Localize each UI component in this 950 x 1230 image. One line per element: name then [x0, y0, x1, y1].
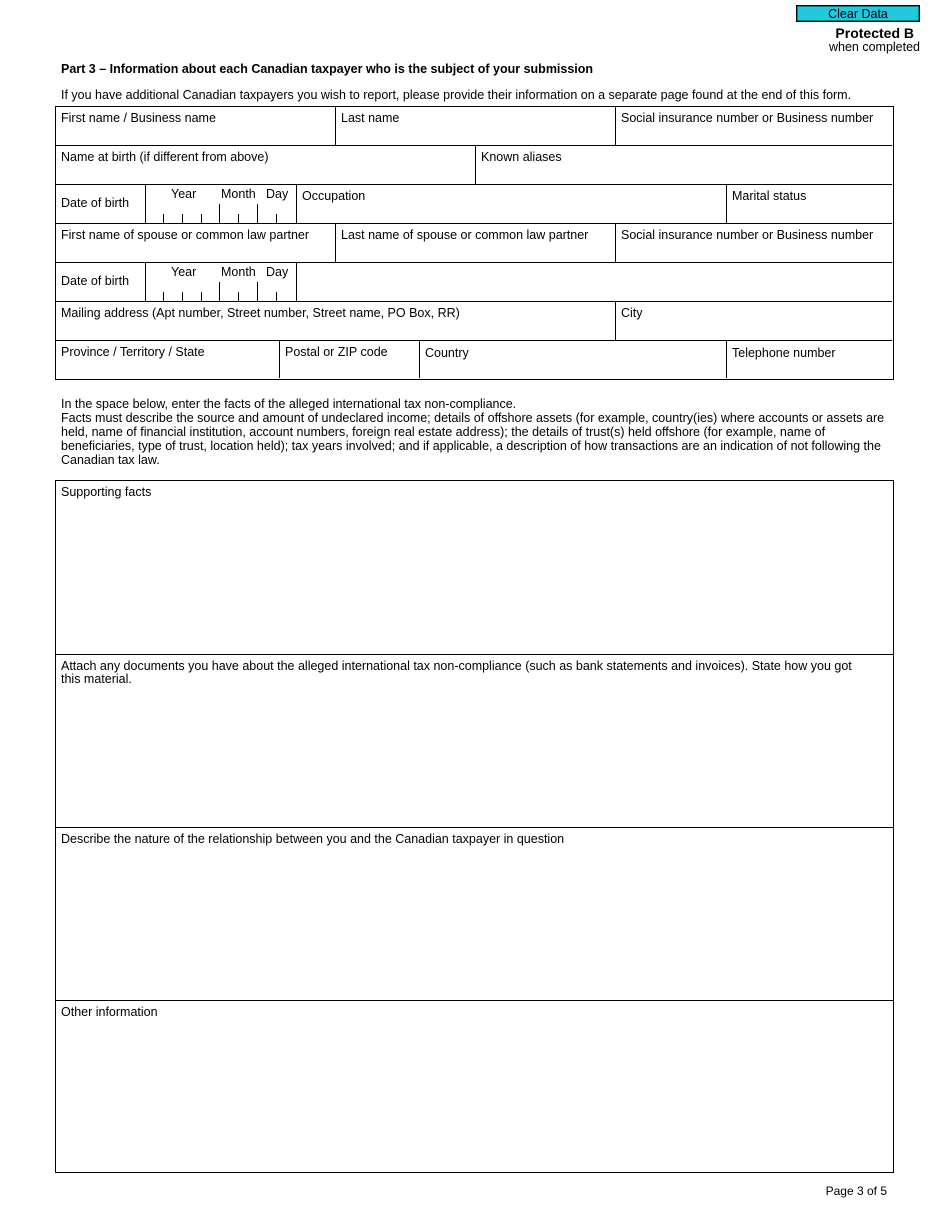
month-label: Month [221, 265, 256, 279]
telephone-field[interactable] [727, 341, 892, 378]
dob-tick [276, 214, 277, 223]
date-of-birth-cell [56, 185, 146, 224]
year-label: Year [171, 187, 197, 201]
name-at-birth-field[interactable] [56, 146, 476, 185]
spouse-sin-field[interactable] [616, 224, 892, 263]
dob-tick [201, 214, 202, 223]
spouse-date-of-birth-label: Date of birth [61, 274, 130, 288]
spouse-first-name-field[interactable] [56, 224, 336, 263]
attach-documents-label: Attach any documents you have about the alleged international tax non-compliance (such as bank statements and invoices). State how you got this material. [61, 659, 852, 686]
known-aliases-field[interactable] [476, 146, 892, 185]
dob-tick [219, 204, 220, 223]
other-information-field[interactable] [56, 1001, 893, 1171]
day-label: Day [266, 265, 289, 279]
known-aliases-label: Known aliases [481, 150, 562, 164]
dob-tick [257, 204, 258, 223]
country-label: Country [425, 346, 469, 360]
dob-tick [276, 292, 277, 301]
facts-instruction-2: Facts must describe the source and amount of undeclared income; details of offshore assets (for example, country(ies) where accounts or assets are held, name of financial institution, account numbers, foreign real estate address); the details of trust(s) held offshore (for example, name of beneficiaries, type of trust, location held); tax years involved; and if applicable, a description of how transactions are an indication of not following the Canadian tax law. [61, 411, 885, 467]
last-name-field[interactable] [336, 107, 616, 146]
dob-tick [238, 214, 239, 223]
mailing-address-field[interactable] [56, 302, 616, 341]
part3-intro: If you have additional Canadian taxpayers you wish to report, please provide their information on a separate page found at the end of this form. [61, 88, 852, 102]
relationship-field[interactable] [56, 828, 893, 1001]
spouse-date-of-birth-input[interactable] [146, 263, 297, 302]
dob-tick [182, 214, 183, 223]
relationship-label: Describe the nature of the relationship between you and the Canadian taxpayer in question [61, 832, 565, 846]
sin-field[interactable] [616, 107, 892, 146]
dob-tick [257, 282, 258, 301]
spouse-date-of-birth-cell [56, 263, 146, 302]
spouse-first-name-label: First name of spouse or common law partner [61, 228, 310, 242]
other-information-label: Other information [61, 1005, 158, 1019]
last-name-label: Last name [341, 111, 400, 125]
protected-label: Protected B [835, 25, 914, 41]
telephone-label: Telephone number [732, 346, 836, 360]
first-name-label: First name / Business name [61, 111, 216, 125]
dob-tick [238, 292, 239, 301]
day-label: Day [266, 187, 289, 201]
occupation-field[interactable] [297, 185, 727, 224]
taxpayer-info-grid [55, 106, 894, 380]
mailing-address-label: Mailing address (Apt number, Street number, Street name, PO Box, RR) [61, 306, 460, 320]
sin-label: Social insurance number or Business number [621, 111, 874, 125]
clear-data-button[interactable]: Clear Data [796, 5, 920, 22]
supporting-facts-field[interactable] [56, 481, 893, 655]
city-label: City [621, 306, 643, 320]
first-name-field[interactable] [56, 107, 336, 146]
date-of-birth-input[interactable] [146, 185, 297, 224]
month-label: Month [221, 187, 256, 201]
supporting-facts-label: Supporting facts [61, 485, 152, 499]
dob-tick [182, 292, 183, 301]
when-completed-label: when completed [828, 40, 920, 54]
country-field[interactable] [420, 341, 727, 378]
dob-tick [201, 292, 202, 301]
province-field[interactable] [56, 341, 280, 378]
part3-title: Part 3 – Information about each Canadian taxpayer who is the subject of your submission [61, 62, 594, 76]
spouse-last-name-label: Last name of spouse or common law partner [341, 228, 589, 242]
facts-instruction-1: In the space below, enter the facts of the alleged international tax non-compliance. [61, 397, 517, 411]
province-label: Province / Territory / State [61, 345, 205, 359]
marital-status-field[interactable] [727, 185, 892, 224]
blank-cell [297, 263, 892, 302]
postal-code-label: Postal or ZIP code [285, 345, 388, 359]
occupation-label: Occupation [302, 189, 366, 203]
page-number: Page 3 of 5 [825, 1184, 887, 1198]
facts-instructions [61, 397, 891, 467]
year-label: Year [171, 265, 197, 279]
name-at-birth-label: Name at birth (if different from above) [61, 150, 269, 164]
postal-code-field[interactable] [280, 341, 420, 378]
dob-tick [219, 282, 220, 301]
dob-tick [163, 214, 164, 223]
attach-documents-field[interactable] [56, 655, 893, 828]
dob-tick [163, 292, 164, 301]
facts-box [55, 480, 894, 1173]
spouse-last-name-field[interactable] [336, 224, 616, 263]
city-field[interactable] [616, 302, 892, 341]
date-of-birth-label: Date of birth [61, 196, 130, 210]
marital-status-label: Marital status [732, 189, 807, 203]
spouse-sin-label: Social insurance number or Business number [621, 228, 874, 242]
